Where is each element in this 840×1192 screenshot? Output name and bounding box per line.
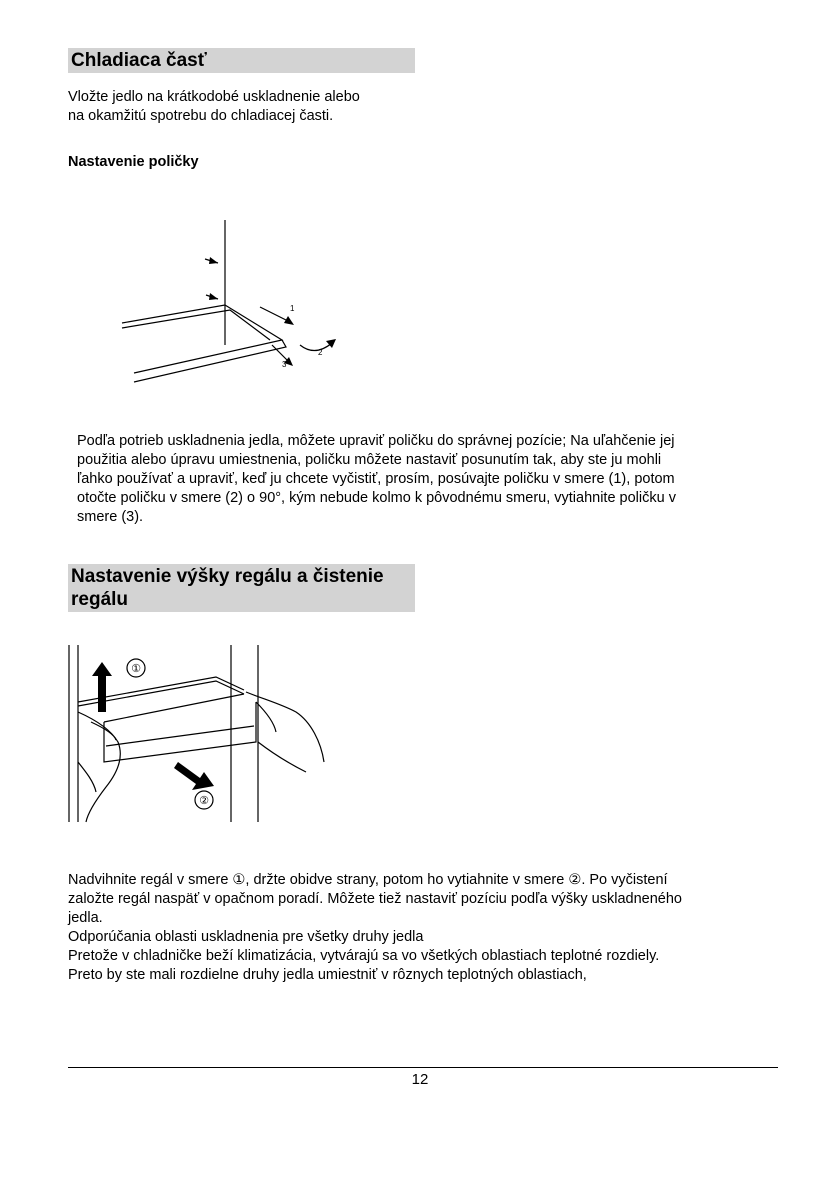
intro-paragraph	[68, 88, 360, 126]
shelf-instructions-paragraph	[77, 432, 676, 527]
text-line: jedla.	[68, 910, 103, 926]
figure-label: ②	[199, 794, 209, 807]
rack-instructions-paragraph	[68, 871, 682, 985]
text-line: Pretože v chladničke beží klimatizácia, vytvárajú sa vo všetkých oblastiach teplotné rozdiely.	[68, 948, 660, 964]
section-heading-cooling: Chladiaca časť	[68, 48, 415, 73]
heading-line: Nastavenie výšky regálu a čistenie	[71, 566, 384, 587]
subheading-shelf-adjustment: Nastavenie poličky	[68, 154, 199, 170]
footer-divider	[68, 1067, 778, 1068]
arrow-head	[209, 257, 218, 264]
right-hand-finger	[256, 702, 276, 732]
left-hand-wrist	[78, 762, 96, 792]
arrow-head	[209, 293, 218, 300]
figure-label: 2	[318, 348, 323, 357]
left-hand-outline	[78, 712, 120, 822]
text-line: na okamžitú spotrebu do chladiacej časti.	[68, 108, 334, 124]
section-heading-rack	[68, 564, 415, 612]
arrow-head	[284, 316, 294, 325]
rack-lip	[106, 726, 254, 746]
down-right-arrow-icon	[174, 762, 214, 790]
rack-back-edge	[104, 694, 244, 722]
text-line: ľahko používať a upraviť, keď ju chcete vyčistiť, prosím, posúvajte poličku v smere (1), potom	[77, 471, 675, 487]
text-line: založte regál naspäť v opačnom poradí. Môžete tiež nastaviť pozíciu podľa výšky uskladneného	[68, 891, 682, 907]
text-line: Podľa potrieb uskladnenia jedla, môžete upraviť poličku do správnej pozície; Na uľahčenie jej	[77, 433, 675, 449]
text-line: smere (3).	[77, 509, 144, 525]
figure-label: 3	[282, 360, 287, 369]
heading-line: regálu	[71, 589, 129, 610]
rack-front	[104, 702, 256, 762]
text-line: Preto by ste mali rozdielne druhy jedla umiestniť v rôznych teplotných oblastiach,	[68, 967, 587, 983]
up-arrow-icon	[92, 662, 112, 712]
shelf-adjustment-diagram	[110, 215, 350, 395]
shelf-outline-front	[134, 340, 286, 382]
direction-arrow-2	[300, 343, 332, 351]
page-number: 12	[411, 1071, 429, 1088]
text-line: použitia alebo úpravu umiestnenia, poličku môžete nastaviť posunutím tak, aby ste ju mohli	[77, 452, 662, 468]
text-line: Nadvihnite regál v smere ①, držte obidve strany, potom ho vytiahnite v smere ②. Po vyčistení	[68, 872, 668, 888]
right-hand-wrist	[258, 742, 306, 772]
shelf-outline-inner	[122, 310, 270, 340]
rack-removal-illustration	[66, 642, 328, 824]
figure-label: 1	[290, 304, 295, 313]
text-line: Vložte jedlo na krátkodobé uskladnenie alebo	[68, 89, 360, 105]
figure-label: ①	[131, 662, 141, 675]
text-line: otočte poličku v smere (2) o 90°, kým nebude kolmo k pôvodnému smeru, vytiahnite poličku v	[77, 490, 676, 506]
text-line: Odporúčania oblasti uskladnenia pre všetky druhy jedla	[68, 929, 424, 945]
